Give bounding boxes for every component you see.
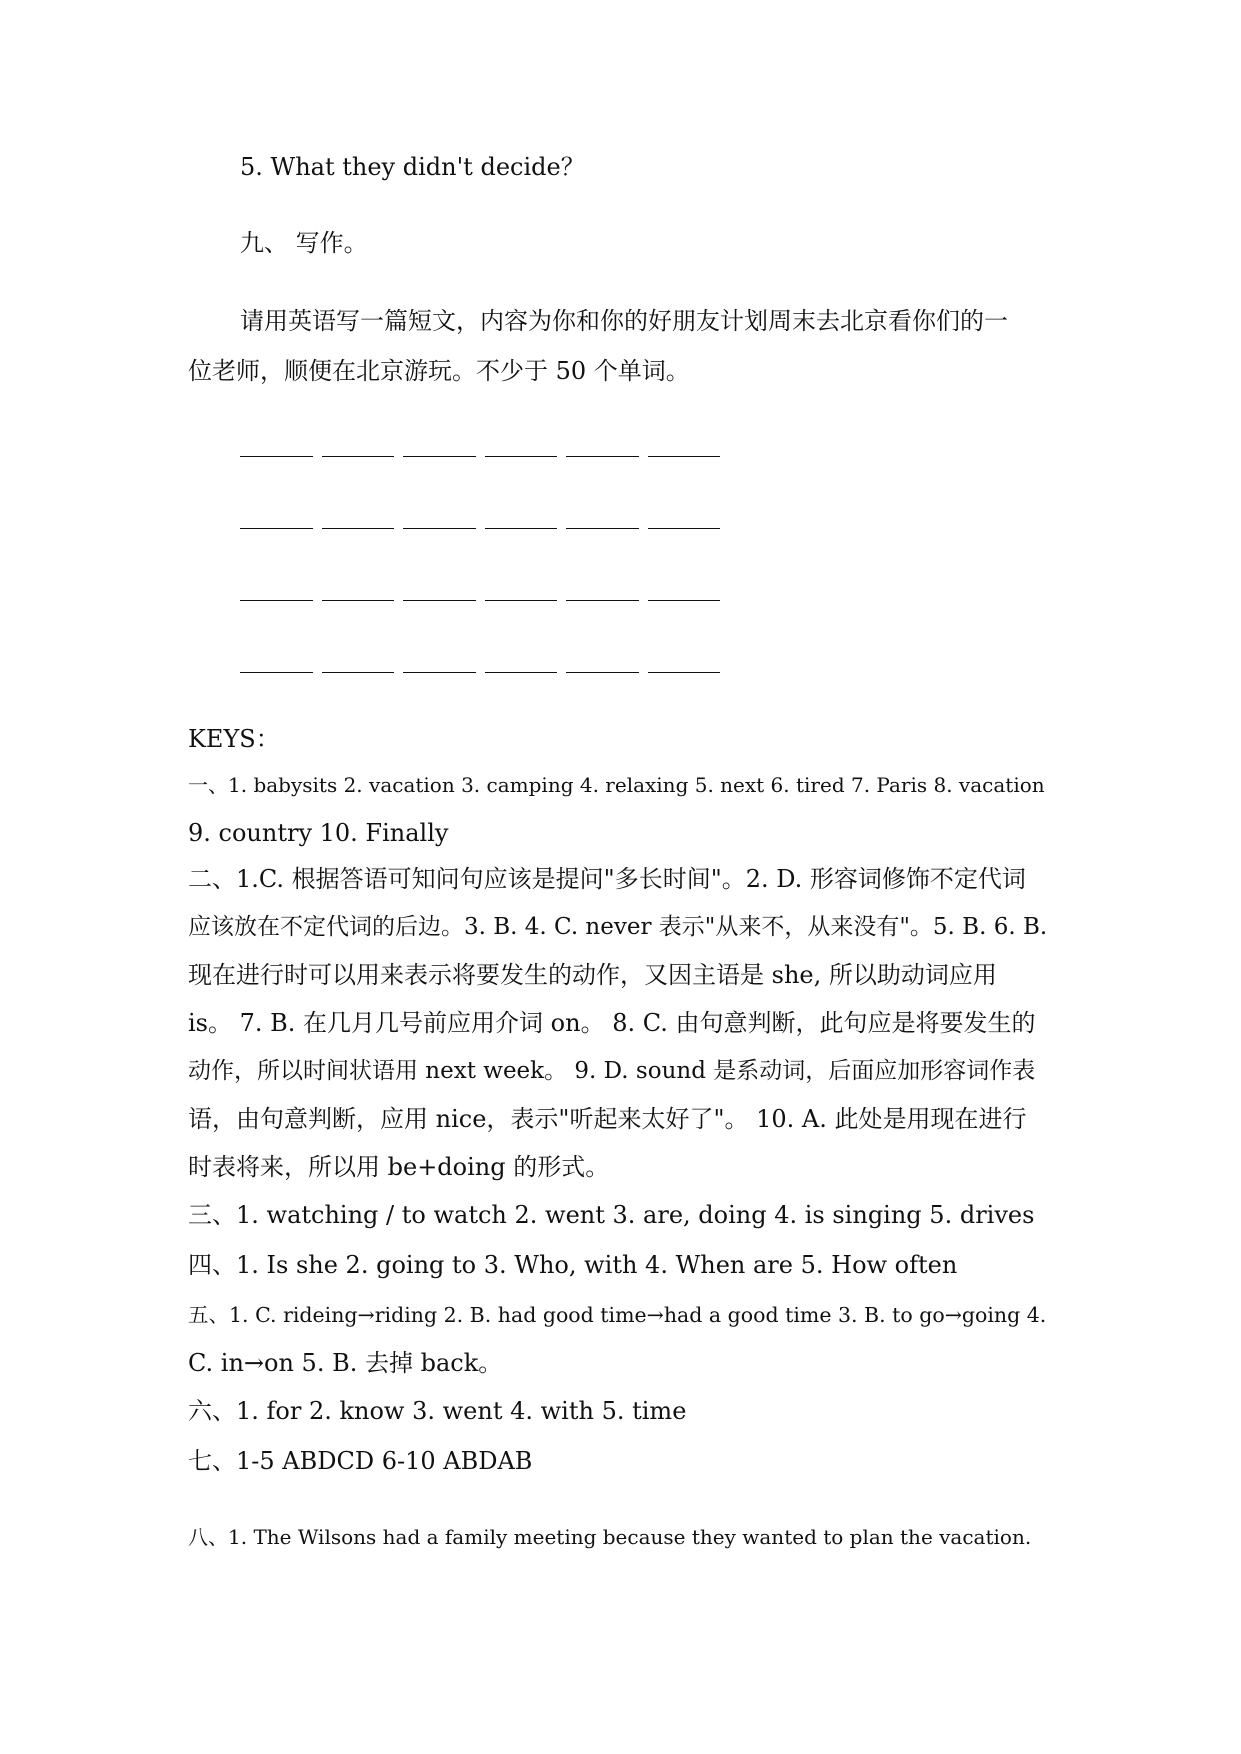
answer-blank-row[interactable] <box>240 600 720 602</box>
answer-blank <box>648 528 721 529</box>
answer-blank-row[interactable] <box>240 528 720 530</box>
key-line: 一、1. babysits 2. vacation 3. camping 4. relaxing 5. next 6. tired 7. Paris 8. vacation <box>188 773 1045 797</box>
answer-blank <box>648 600 721 601</box>
writing-prompt-line: 位老师，顺便在北京游玩。不少于 50 个单词。 <box>188 357 690 385</box>
answer-blank-row[interactable] <box>240 672 720 674</box>
answer-blank <box>403 528 476 529</box>
key-line: 动作，所以时间状语用 next week。 9. D. sound 是系动词，后面应加形容词作表 <box>188 1058 1036 1084</box>
keys-heading: KEYS： <box>188 725 280 753</box>
answer-blank <box>485 600 558 601</box>
key-line: 七、1-5 ABDCD 6-10 ABDAB <box>188 1447 533 1475</box>
answer-blank <box>566 672 639 673</box>
section-writing-title: 九、 写作。 <box>240 229 368 257</box>
answer-blank <box>322 600 395 601</box>
answer-blank <box>403 672 476 673</box>
answer-blank <box>240 672 313 673</box>
answer-blank-row[interactable] <box>240 456 720 458</box>
answer-blank <box>240 456 313 457</box>
key-line: 语，由句意判断，应用 nice，表示"听起来太好了"。 10. A. 此处是用现在进行 <box>188 1105 1027 1133</box>
key-line: 应该放在不定代词的后边。3. B. 4. C. never 表示"从来不，从来没有"。5. B. 6. B. <box>188 914 1048 940</box>
answer-blank <box>485 528 558 529</box>
key-line: 9. country 10. Finally <box>188 819 449 847</box>
answer-blank <box>566 528 639 529</box>
key-line: 三、1. watching / to watch 2. went 3. are, doing 4. is singing 5. drives <box>188 1201 1035 1229</box>
answer-blank <box>240 528 313 529</box>
key-line: 时表将来，所以用 be+doing 的形式。 <box>188 1153 610 1181</box>
answer-blank <box>403 456 476 457</box>
key-line: is。 7. B. 在几月几号前应用介词 on。 8. C. 由句意判断，此句应是将要发生的 <box>188 1009 1036 1037</box>
key-line: 六、1. for 2. know 3. went 4. with 5. time <box>188 1397 687 1425</box>
question-5: 5. What they didn't decide？ <box>240 153 585 181</box>
key-line: 五、1. C. rideing→riding 2. B. had good time→had a good time 3. B. to go→going 4. <box>188 1303 1047 1327</box>
answer-blank <box>485 456 558 457</box>
answer-blank <box>648 456 721 457</box>
answer-blank <box>322 672 395 673</box>
key-line: 现在进行时可以用来表示将要发生的动作，又因主语是 she, 所以助动词应用 <box>188 961 997 989</box>
answer-blank <box>566 600 639 601</box>
key-line: 二、1.C. 根据答语可知问句应该是提问"多长时间"。2. D. 形容词修饰不定代词 <box>188 865 1026 893</box>
answer-blank <box>322 528 395 529</box>
writing-prompt-line: 请用英语写一篇短文，内容为你和你的好朋友计划周末去北京看你们的一 <box>240 307 1008 335</box>
answer-blank <box>240 600 313 601</box>
key-line: 八、1. The Wilsons had a family meeting because they wanted to plan the vacation. <box>188 1525 1032 1549</box>
key-line: C. in→on 5. B. 去掉 back。 <box>188 1349 503 1377</box>
key-line: 四、1. Is she 2. going to 3. Who, with 4. When are 5. How often <box>188 1251 958 1279</box>
answer-blank <box>485 672 558 673</box>
answer-blank <box>648 672 721 673</box>
answer-blank <box>403 600 476 601</box>
answer-blank <box>566 456 639 457</box>
answer-blank <box>322 456 395 457</box>
